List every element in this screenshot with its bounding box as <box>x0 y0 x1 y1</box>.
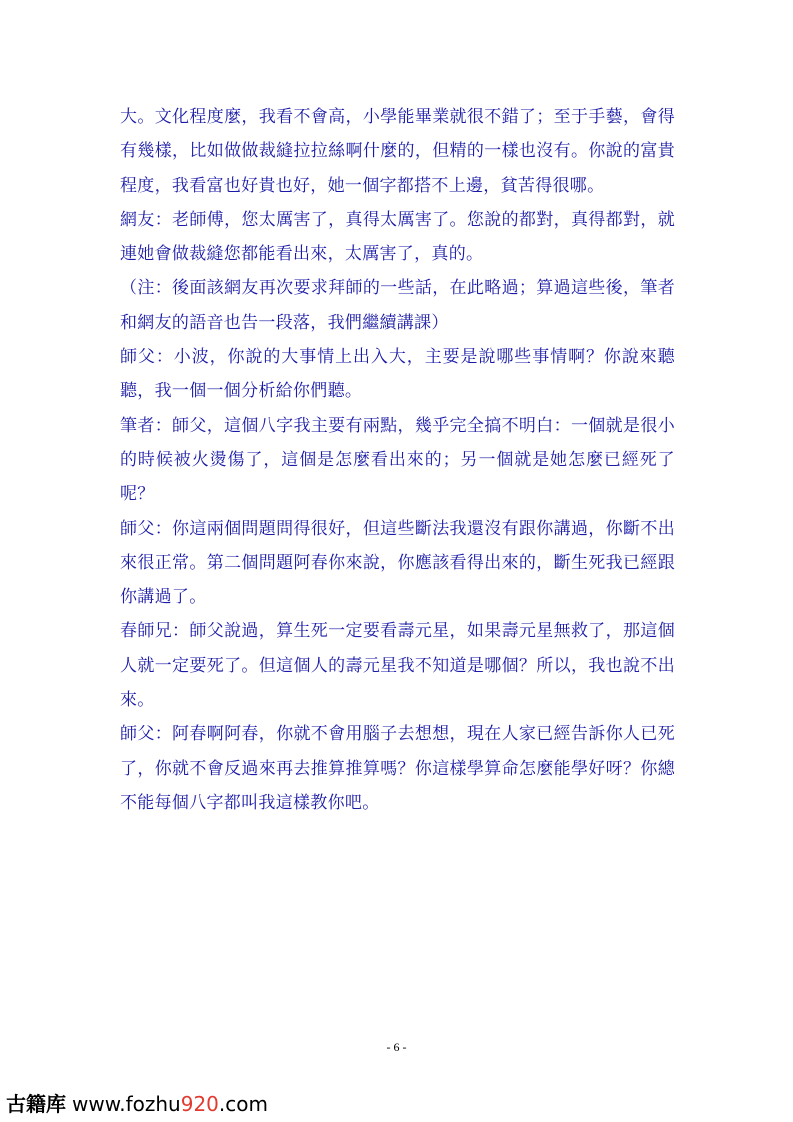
paragraph-master-scolding: 師父：阿春啊阿春，你就不會用腦子去想想，現在人家已經告訴你人已死了，你就不會反過來再去推算推算嗎？你這樣學算命怎麼能學好呀？你總不能每個八字都叫我這樣教你吧。 <box>120 724 675 813</box>
paragraph-author-question: 筆者：師父，這個八字我主要有兩點，幾乎完全搞不明白：一個就是很小的時候被火燙傷了，這個是怎麼看出來的；另一個就是她怎麼已經死了呢？ <box>120 415 675 505</box>
paragraph-netizen-reply: 網友：老師傅，您太厲害了，真得太厲害了。您說的都對，真得都對，就連她會做裁縫您都能看出來，太厲害了，真的。 <box>120 209 675 265</box>
document-body <box>120 100 675 820</box>
watermark-url-number: 920 <box>180 1092 219 1116</box>
paragraph-master-answer: 師父：你這兩個問題問得很好，但這些斷法我還沒有跟你講過，你斷不出來很正常。第二個問題阿春你來說，你應該看得出來的，斷生死我已經跟你講過了。 <box>120 518 675 608</box>
paragraph-brother-chun: 春師兄：師父說過，算生死一定要看壽元星，如果壽元星無救了，那這個人就一定要死了。但這個人的壽元星我不知道是哪個？所以，我也說不出來。 <box>120 621 675 711</box>
paragraph-intro-continuation: 大。文化程度麼，我看不會高，小學能畢業就很不錯了；至于手藝，會得有幾樣，比如做做裁縫拉拉絲啊什麼的，但精的一樣也沒有。你說的富貴程度，我看富也好貴也好，她一個字都搭不上邊，貧苦得很哪。 <box>120 107 675 196</box>
paragraph-author-note: （注：後面該網友再次要求拜師的一些話，在此略過；算過這些後，筆者和網友的語音也告一段落，我們繼續講課） <box>120 278 675 333</box>
watermark-url-prefix: www.fozhu <box>72 1092 181 1116</box>
paragraph-master-question: 師父：小波，你說的大事情上出入大，主要是說哪些事情啊？你說來聽聽，我一個一個分析給你們聽。 <box>120 347 675 402</box>
site-watermark <box>6 1088 268 1117</box>
page-number: - 6 - <box>386 1040 407 1054</box>
watermark-site-name: 古籍库 <box>6 1092 66 1116</box>
watermark-url-suffix: .com <box>218 1092 268 1116</box>
